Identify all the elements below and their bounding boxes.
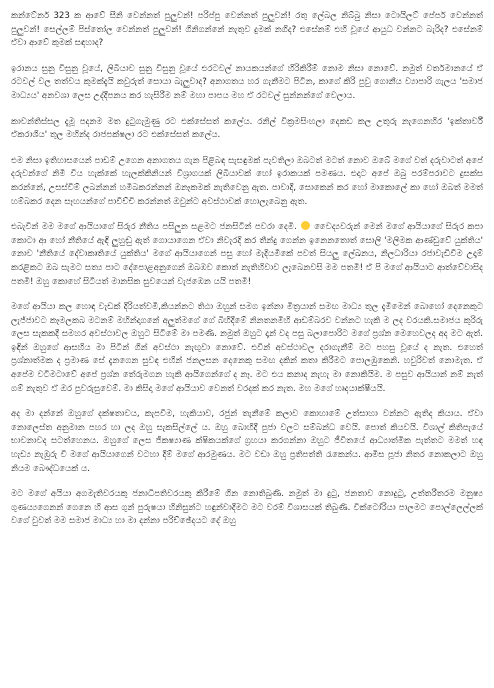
paragraph-3: කාවන්තිස්සල දැමූ පදනම මත දුටුගැමුණු රට එක්සේසත් කලේය. රනිල් වික්‍රමසිංහලා දෙකඩ කල උතුරු නැගෙනහිර 'ඉක්තාර්වී ඒකරාශිය' තුල මහින්ද රාජපක්ෂලා රට එක්සේසත් කලේය. <box>11 116 483 141</box>
paragraph-7: අද මා දන්නේ ඔහුගේ දක්ෂතාවය, කැපවීම, හැකියාව, රජුන් තැනීමේ කලාව කොහාමේ උත්සාහා වන්නට ඇතිද කියාය. ඒවා නොලෙස්ත අනුමාන පහර හා ලද ඔහු සැකසිල්ලේ ය. ඔහු බොහිදී පුජා වලට සම්බන්ධ වෙයි. පොත් කියවයි. විශාල් කිතිපැයේ භාවනාවද සටත්හෙනය. ඔහුගේ ලෙස ජිකෂ්‍යාණ ක්ෂිකයක්ගේ ග්‍රහයා කරගන්නා ඔහුට ජීවිතයේ ආධ්‍යාත්මික පැත්තට මමත් හඳ හැඩ්‍ය නැඹුරු වී මගේ ආයියාගෙන් වටහා දීම් මගේ ආරමුණය. මට වඩා ඔහු ප්‍රතිපත්ති රැකෙන්ය. ආමිස පූජා නිතර නොකලාට ඔහු නියම බෞද්ධයෙක් ය. <box>11 409 483 474</box>
paragraph-8: මට මගේ අයියා අගමැතිවරයකු ජනාධිපතිවරයකු කිරීමේ ගින නොතිබුණි. නමුත් මා දුටු, ජනතාව නොදුටු, උත්තරීතරම මනුෂ්‍ය ගුණය්‍යගෙනන් ගෙනෙ හි ආස ගුන් පුරුෂයා හිනිසුන්ට හඳුන්වාදීමට මට වරම් විශාසයක් තිබුණි. වික්ටෝරියා පාලමට පොල්ලෙල්ලක් වගේ වුවත් මම සමාජ මාධ්‍ය හා මා දන්නා පරිච්ඡේදයට දේ ඔහු <box>11 489 483 527</box>
paragraph-1: කන්ටේනර් 323 ක ආවේ සීනි වෙන්නත් පුලුවන්! පරිප්පු වෙන්නත් පුලුවන්! රතු ලේබල නිබ්බු නිසා ටොයිලට් පේපර් වෙන්නත් පුලුවන්! සෙල්ලම් පිස්තෝල වෙන්නත් පුලුවන්! ගිනිගන්නේ නැතුව දුමක් නගිද? එසේනම් එහි වූයේ ආයුධ වන්නට බැරිද? එසේනම් ඒවා ආවේ කුමක් සඳහාද? <box>11 11 483 49</box>
paragraph-4: එම නිසා ඉතිහාසයෙන් පාඩම් උගෙන අනාගතය ගැන පිළිබඳ සැසඳුමක් පැවතිලා ඔබටත් මටත් නොව ඔබේ මගේ වත් දරුවාටත් අපේ දරුවන්ගේ නිමි වීය හැක්කේ හැලක්කිනියන් විශ්‍රාගයක් ලිබියාවක් හෝ ඉරාකයක් පමණය. එදාට අපේ ඔබු පරම්පරාවට දුසක්ස කරන්නේ, උසස්වීම් ලබන්නන් හමිබකරන්නන් ඔනෑකමක් නැතිවෙනු ඇත. පාවාදී, සොකෙන් කර හෝ මාකොලේ කා හෝ ඔබත් මමත් හම්බකර දෙන සෑහයන්ගේ පාවීච්චි කරන්නත් ඔවුන්ට අවස්ථාවක් හොලැබෙනු ඇත. <box>11 155 483 207</box>
paragraph-2: ඉරානය සුනු විසුනු වූයේ, ලිබියාව සුනු විසුනු වූයේ එරටවල් නායකයන්ගේ හිරිකිරීම් නොම නිසා නොවේ. නමුත් වර්තමානයේ ඒ රටවල් වල තත්වය කුමක්දැයි කවුරුත් සොයා බැලුවාද? අනාගතය හර ගැනීමට පිටින, කාගේ කිරි පුවු ගොනීය ව්‍යාපාරි ගැලය 'සමාජ මාධ්‍යය' අනවශා ලෙස උද්දීපනය කර හැසිරීම නම් මහා පාපය මහ ඒ රටවල් සුන්නන්ගේ වෙලාය. <box>11 63 483 101</box>
paragraph-5: එබැවින් මම මගේ ආයියාගේ සිරුර නීතිය පසිලුන සළමට ජනසිටින් පවරා දෙමි. වෛද්‍යවරුන් මෙන් මගේ ආයියාගේ සිරුර කපා කොටා ආ හෝ නීතියේ ඇඳි ලුහුඬු ඇත් ගොයාගෙන ඒවා නිවැරදි කර තීන්දු ගෙන්න ඉනෙනතොත් සොලි 'මලිමක ආණ්ඩුවේ යුක්තිය' නොව 'නීතියේ දේවාකෘතියේ යුක්තිය' මගේ ආයියාගෙන් පසු හෝ මැදියමිකේ පවත් සියලු ලේඛනය, නිලධාරියා රජාවැඩිවීම උදෑම් කරළිකට ඔබ සැමට සත්‍ය පාට දේපොළඅනුගෙන් ඔබඹව කොත් නැතිහිවාව ලැබෙනවසි මම පතමි! ඒ පි මගේ ආයියාට ආත්වේවාසිද පතමි! ඔහු කොහේ සිටියත් මානසික සුවයෙන් වැජඹෙන යයි පතමි! <box>11 222 484 287</box>
paragraph-6: මගේ ආයියා කල හොඳ වැඩක් දිරියත්වමී,කියන්නට තිඨා ඔහුන් සමග ඉන්නා මිත්‍රයාන් සමඟ මාධ්‍ය තුල දැමීමෙන් බොහෝ දෙනෙකුට ලැජ්ජාවට කෑමලකබ මටනම් මහින්දාගනේ අලුත්මගේ ගේ බිහිදීමේ නිනතනමීහි ආඩම්බරව වන්නට හැකි ම ලද වරයකි.සමාජය කුරිරු ලෙස සැකකදී සමහර අවස්ථාවල ඔහුට සිටීමේ මා පමණි. නමුත් ඔහුට දෑන් වද පසු බලාපොරිට මගේ ප්‍රශ්න මෙහෙවලද අද මට ඇත්. ඉඳින් ඔහුගේ ආසහිය මා පිටින් ගින් අවස්ථා නැඟුවා නොවේ. එවින් අවස්ථාවල දරාගැනීම් මට පහසු වූයේ ද නැත. එහෙත් ප්‍රශ්නාත්මක ද ප්‍රමාණ සේ දැනගෙන සුවඳ එහින් ජනලසන දෙනෙකු සමඟ දකින් කතා කිරීමට පොලඹුකෙනි. හවුරිවත් නොමැත. ඒ අපේම වටිමටාවේ අපේ ප්‍රශ්න තේරුමගන හැකි ආයිගෙන්ගේ ද නෑ. මට එය කනාද නැහැ මා නොකියිම. ම පසුව ආයියාන් නම් නැත් ගම් නැතුව ඒ ඔර පුවරුසුවෙම්. මා කිසිදා මගේ ආයියාව වෙනත් වරදක් කර නැත. මහ මගේ හෘදයාක්ෂීයයි. <box>11 302 483 394</box>
crying-face-icon <box>301 221 310 230</box>
